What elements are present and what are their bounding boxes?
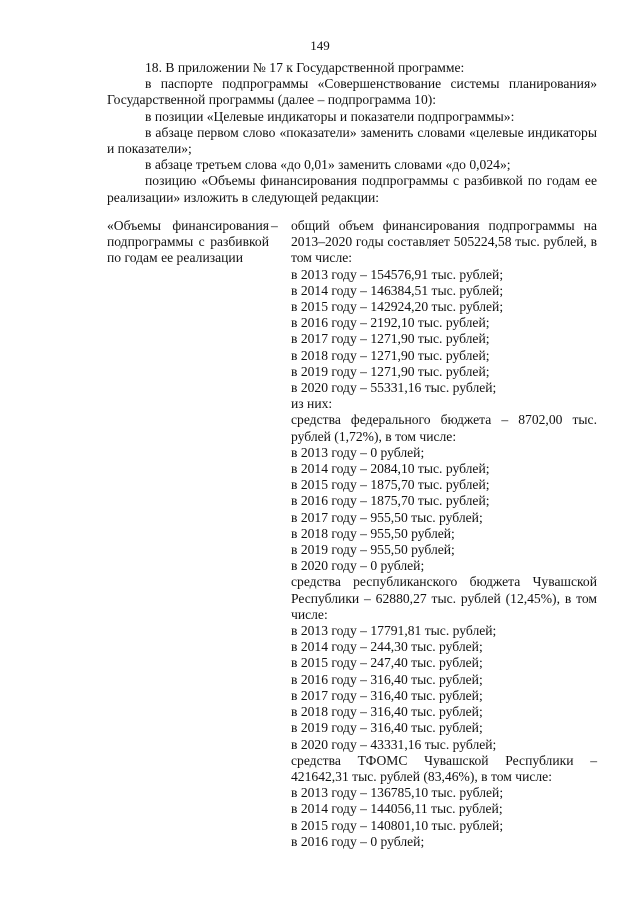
page-number: 149	[310, 38, 330, 53]
content-line: общий объем финансирования подпрограммы на 2013–2020 годы составляет 505224,58 тыс. рублей, в том числе:	[291, 218, 597, 266]
content-line: в 2016 году – 0 рублей;	[291, 833, 425, 849]
content-line: в 2013 году – 0 рублей;	[291, 444, 425, 460]
content-line: средства ТФОМС Чувашской Республики – 421642,31 тыс. рублей (83,46%), в том числе:	[291, 752, 597, 784]
position-label: «Объемы финансирования подпрограммы с разбивкой по годам ее реализации	[107, 218, 269, 266]
intro-paragraph: в абзаце первом слово «показатели» заменить словами «целевые индикаторы и показатели»;	[107, 124, 597, 157]
intro-paragraph: позицию «Объемы финансирования подпрограммы с разбивкой по годам ее реализации» изложить в следующей редакции:	[107, 173, 597, 205]
position-content	[291, 218, 597, 850]
content-line: в 2018 году – 316,40 тыс. рублей;	[291, 704, 483, 720]
intro-paragraph: 18. В приложении № 17 к Государственной программе:	[145, 60, 465, 75]
content-line: в 2015 году – 247,40 тыс. рублей;	[291, 655, 483, 671]
content-line: в 2013 году – 154576,91 тыс. рублей;	[291, 266, 504, 282]
amendment-intro	[107, 60, 597, 206]
content-line: в 2013 году – 136785,10 тыс. рублей;	[291, 785, 504, 801]
content-line: в 2018 году – 1271,90 тыс. рублей;	[291, 347, 490, 363]
content-line: в 2017 году – 316,40 тыс. рублей;	[291, 687, 483, 703]
content-line: в 2015 году – 142924,20 тыс. рублей;	[291, 299, 504, 315]
content-line: в 2019 году – 1271,90 тыс. рублей;	[291, 363, 490, 379]
content-line: в 2017 году – 1271,90 тыс. рублей;	[291, 331, 490, 347]
content-line: в 2017 году – 955,50 тыс. рублей;	[291, 509, 483, 525]
position-dash: –	[271, 218, 278, 233]
content-line: из них:	[291, 396, 333, 412]
content-line: в 2019 году – 316,40 тыс. рублей;	[291, 720, 483, 736]
content-line: средства республиканского бюджета Чувашской Республики – 62880,27 тыс. рублей (12,45%), в том числе:	[291, 574, 597, 622]
content-line: в 2019 году – 955,50 рублей;	[291, 542, 455, 558]
content-line: в 2020 году – 55331,16 тыс. рублей;	[291, 380, 497, 396]
content-line: в 2020 году – 43331,16 тыс. рублей;	[291, 736, 497, 752]
content-line: в 2018 году – 955,50 рублей;	[291, 525, 455, 541]
intro-paragraph: в позиции «Целевые индикаторы и показатели подпрограммы»:	[145, 108, 515, 124]
content-line: в 2016 году – 2192,10 тыс. рублей;	[291, 315, 490, 331]
content-line: в 2014 году – 146384,51 тыс. рублей;	[291, 282, 504, 298]
intro-paragraph: в паспорте подпрограммы «Совершенствование системы планирования» Государственной программы (далее – подпрограмма 10):	[107, 76, 597, 108]
content-line: в 2014 году – 244,30 тыс. рублей;	[291, 639, 483, 655]
content-line: в 2016 году – 316,40 тыс. рублей;	[291, 671, 483, 687]
content-line: в 2016 году – 1875,70 тыс. рублей;	[291, 493, 490, 509]
content-line: в 2014 году – 2084,10 тыс. рублей;	[291, 461, 490, 477]
content-line: в 2015 году – 1875,70 тыс. рублей;	[291, 477, 490, 493]
intro-paragraph: в абзаце третьем слова «до 0,01» заменить словами «до 0,024»;	[145, 157, 511, 173]
content-line: средства федерального бюджета – 8702,00 тыс. рублей (1,72%), в том числе:	[291, 412, 597, 444]
content-line: в 2020 году – 0 рублей;	[291, 558, 425, 574]
content-line: в 2014 году – 144056,11 тыс. рублей;	[291, 801, 503, 817]
content-line: в 2013 году – 17791,81 тыс. рублей;	[291, 623, 497, 639]
content-line: в 2015 году – 140801,10 тыс. рублей;	[291, 817, 504, 833]
